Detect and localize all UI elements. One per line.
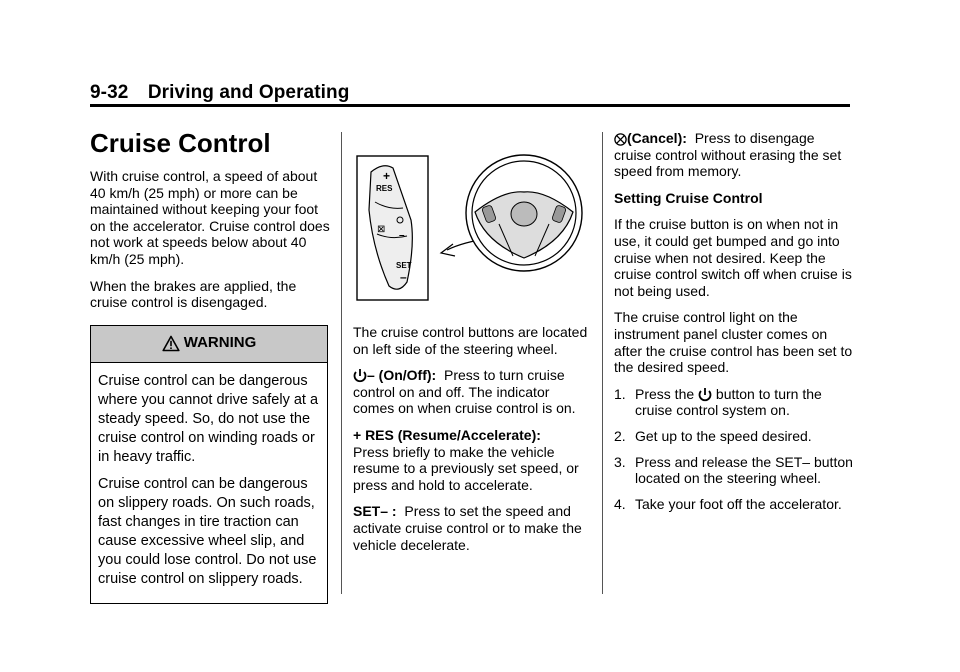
cancel-icon — [614, 133, 627, 146]
header-rule — [90, 104, 850, 107]
setting-paragraph-2: The cruise control light on the instrument panel cluster comes on after the cruise control has been set to the desired speed. — [614, 309, 853, 376]
column-divider-1 — [341, 132, 342, 594]
warning-triangle-icon — [162, 335, 180, 352]
warning-box — [90, 325, 328, 604]
figure-minus-label: – — [400, 270, 407, 284]
page-header — [90, 82, 349, 104]
column-3 — [614, 130, 854, 521]
set-text: Press to set the speed and activate cruise control or to make the vehicle decelerate. — [353, 503, 582, 553]
intro-paragraph: With cruise control, a speed of about 40 km/h (25 mph) or more can be maintained without keeping your foot on the accelerator. Cruise control does not work at speeds below about 40 km/h (25 mph). — [90, 168, 330, 267]
figure-plus-label: + — [383, 169, 391, 183]
warning-label: WARNING — [183, 334, 257, 352]
warning-header — [91, 326, 327, 363]
list-item: 4. Take your foot off the accelerator. — [614, 495, 842, 512]
res-label: + RES (Resume/Accelerate): — [353, 426, 541, 443]
setting-steps — [614, 386, 854, 513]
page-number: 9-32 — [90, 82, 129, 103]
cancel-text: Press to disengage cruise control without erasing the set speed from memory. — [614, 130, 842, 180]
warning-body — [91, 363, 327, 603]
steering-wheel-icon — [466, 155, 582, 271]
onoff-text: Press to turn cruise control on and off. The indicator comes on when cruise control is on. — [353, 367, 576, 417]
set-label: SET– : — [353, 503, 397, 520]
warning-paragraph-2: Cruise control can be dangerous on slippery roads. On such roads, fast changes in tire traction can cause excessive wheel slip, and you could lose control. Do not use cruise control on slippery roads. — [98, 475, 317, 587]
buttons-intro: The cruise control buttons are located on left side of the steering wheel. — [353, 324, 588, 357]
list-item: 2. Get up to the speed desired. — [614, 427, 812, 444]
res-paragraph — [353, 427, 591, 493]
section-title: Driving and Operating — [147, 82, 350, 103]
column-1 — [90, 128, 330, 604]
onoff-paragraph — [353, 367, 591, 417]
cancel-label: (Cancel): — [627, 130, 687, 146]
column-divider-2 — [602, 132, 603, 594]
steering-wheel-figure — [353, 150, 591, 306]
list-item: 1. Press the button to turn the cruise control system on. — [614, 385, 822, 419]
cruise-onoff-icon — [353, 368, 367, 383]
figure-set-label: SET — [396, 261, 412, 270]
onoff-label: – (On/Off): — [367, 367, 437, 384]
steering-wheel-illustration — [353, 150, 591, 306]
setting-paragraph-1: If the cruise button is on when not in use, it could get bumped and go into cruise when not desired. Keep the cruise control switch off when cruise is not being used. — [614, 216, 852, 299]
brakes-paragraph: When the brakes are applied, the cruise control is disengaged. — [90, 277, 297, 311]
figure-res-label: RES — [376, 184, 393, 193]
column-2 — [353, 150, 591, 563]
page-title: Cruise Control — [90, 128, 271, 158]
set-paragraph — [353, 503, 591, 553]
setting-subheading: Setting Cruise Control — [614, 189, 763, 206]
list-item: 3. Press and release the SET– button located on the steering wheel. — [614, 453, 853, 487]
warning-paragraph-1: Cruise control can be dangerous where you cannot drive safely at a steady speed. So, do not use the cruise control on winding roads or in heavy traffic. — [98, 372, 319, 465]
res-text: Press briefly to make the vehicle resume to a previously set speed, or press and hold to accelerate. — [353, 443, 579, 493]
figure-cancel-icon: ⊠ — [377, 224, 386, 235]
cancel-paragraph — [614, 130, 854, 180]
cruise-onoff-icon — [698, 387, 712, 402]
figure-minus-mark: – — [399, 230, 405, 241]
